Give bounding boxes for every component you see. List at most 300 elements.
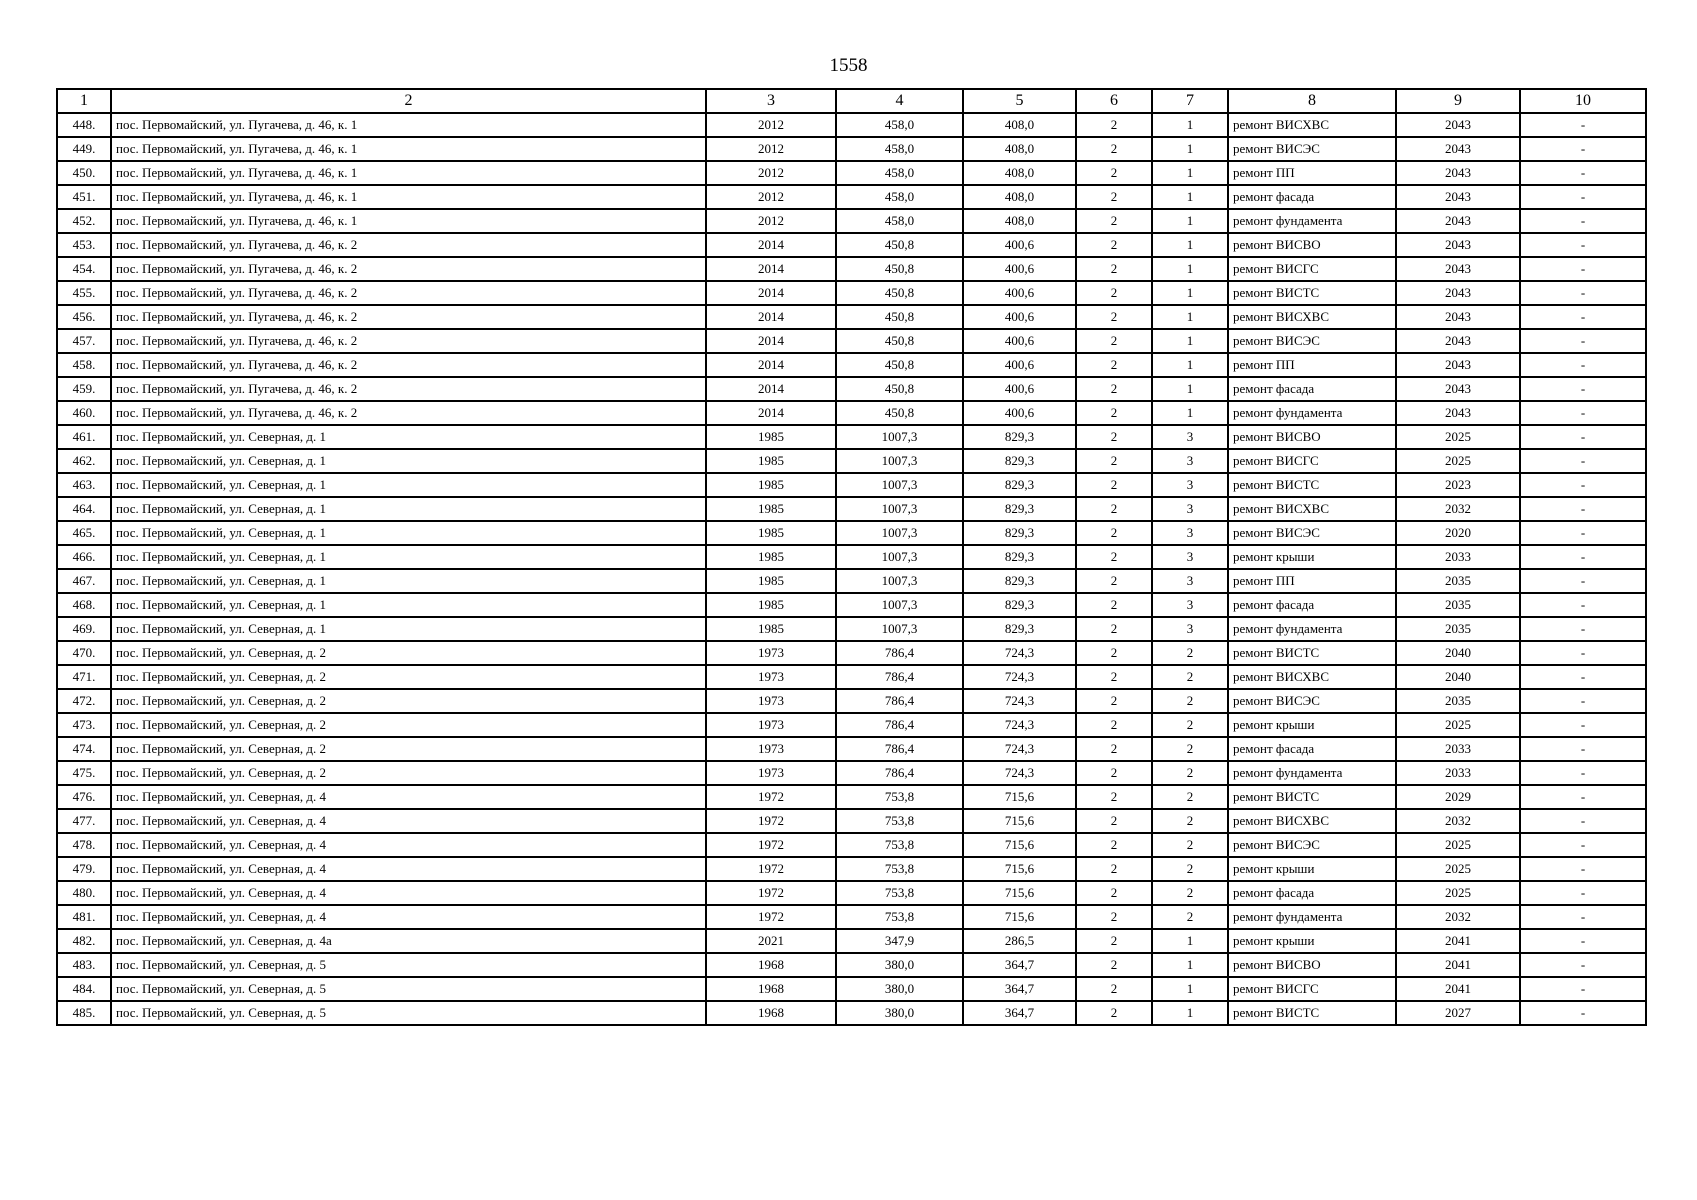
- table-cell-col-10: -: [1520, 353, 1646, 377]
- table-cell-col-3: 1985: [706, 425, 836, 449]
- table-cell-col-6: 2: [1076, 137, 1152, 161]
- table-cell-col-4: 380,0: [836, 1001, 963, 1025]
- table-row: [57, 113, 1646, 137]
- table-cell-col-10: -: [1520, 593, 1646, 617]
- table-cell-col-6: 2: [1076, 353, 1152, 377]
- table-cell-col-7: 1: [1152, 329, 1228, 353]
- table-cell-col-9: 2043: [1396, 281, 1520, 305]
- table-cell-col-7: 2: [1152, 713, 1228, 737]
- table-cell-col-7: 3: [1152, 545, 1228, 569]
- table-cell-col-2: пос. Первомайский, ул. Пугачева, д. 46, к. 1: [111, 209, 706, 233]
- table-cell-col-10: -: [1520, 785, 1646, 809]
- table-cell-col-4: 450,8: [836, 377, 963, 401]
- table-cell-col-5: 400,6: [963, 305, 1076, 329]
- table-cell-col-6: 2: [1076, 737, 1152, 761]
- table-cell-col-6: 2: [1076, 113, 1152, 137]
- table-row: [57, 713, 1646, 737]
- table-cell-col-4: 1007,3: [836, 425, 963, 449]
- table-cell-col-3: 1985: [706, 617, 836, 641]
- table-cell-col-1: 456.: [57, 305, 111, 329]
- table-cell-col-8: ремонт ВИСЭС: [1228, 521, 1396, 545]
- table-cell-col-9: 2033: [1396, 545, 1520, 569]
- table-cell-col-1: 482.: [57, 929, 111, 953]
- table-cell-col-9: 2041: [1396, 929, 1520, 953]
- table-cell-col-3: 2014: [706, 257, 836, 281]
- table-row: [57, 257, 1646, 281]
- table-cell-col-1: 478.: [57, 833, 111, 857]
- table-cell-col-7: 2: [1152, 881, 1228, 905]
- table-cell-col-10: -: [1520, 281, 1646, 305]
- table-cell-col-2: пос. Первомайский, ул. Северная, д. 1: [111, 569, 706, 593]
- table-cell-col-3: 1985: [706, 569, 836, 593]
- table-cell-col-10: -: [1520, 641, 1646, 665]
- table-cell-col-6: 2: [1076, 689, 1152, 713]
- table-cell-col-4: 786,4: [836, 761, 963, 785]
- table-cell-col-7: 1: [1152, 401, 1228, 425]
- table-body: [57, 113, 1646, 1025]
- table-cell-col-4: 450,8: [836, 305, 963, 329]
- table-cell-col-7: 1: [1152, 305, 1228, 329]
- table-cell-col-4: 380,0: [836, 953, 963, 977]
- table-cell-col-8: ремонт ВИСВО: [1228, 953, 1396, 977]
- table-cell-col-7: 2: [1152, 689, 1228, 713]
- table-cell-col-5: 364,7: [963, 953, 1076, 977]
- table-cell-col-4: 1007,3: [836, 449, 963, 473]
- table-cell-col-4: 753,8: [836, 905, 963, 929]
- table-cell-col-1: 481.: [57, 905, 111, 929]
- table-row: [57, 497, 1646, 521]
- table-cell-col-8: ремонт ВИСВО: [1228, 233, 1396, 257]
- table-cell-col-10: -: [1520, 713, 1646, 737]
- table-cell-col-6: 2: [1076, 617, 1152, 641]
- table-cell-col-1: 464.: [57, 497, 111, 521]
- table-cell-col-1: 483.: [57, 953, 111, 977]
- table-cell-col-5: 829,3: [963, 569, 1076, 593]
- table-cell-col-5: 364,7: [963, 977, 1076, 1001]
- table-cell-col-10: -: [1520, 473, 1646, 497]
- table-cell-col-2: пос. Первомайский, ул. Пугачева, д. 46, к. 2: [111, 305, 706, 329]
- table-cell-col-6: 2: [1076, 305, 1152, 329]
- table-cell-col-10: -: [1520, 425, 1646, 449]
- page-number: 1558: [829, 55, 868, 76]
- table-cell-col-4: 380,0: [836, 977, 963, 1001]
- table-cell-col-5: 715,6: [963, 809, 1076, 833]
- table-cell-col-3: 1972: [706, 857, 836, 881]
- table-cell-col-7: 1: [1152, 953, 1228, 977]
- table-cell-col-2: пос. Первомайский, ул. Северная, д. 1: [111, 545, 706, 569]
- table-row: [57, 425, 1646, 449]
- table-cell-col-3: 1972: [706, 785, 836, 809]
- table-cell-col-2: пос. Первомайский, ул. Северная, д. 5: [111, 977, 706, 1001]
- table-cell-col-4: 450,8: [836, 401, 963, 425]
- table-cell-col-4: 347,9: [836, 929, 963, 953]
- table-cell-col-5: 715,6: [963, 833, 1076, 857]
- table-cell-col-7: 1: [1152, 353, 1228, 377]
- table-cell-col-4: 1007,3: [836, 545, 963, 569]
- table-cell-col-9: 2032: [1396, 905, 1520, 929]
- table-cell-col-5: 829,3: [963, 617, 1076, 641]
- table-cell-col-3: 1973: [706, 641, 836, 665]
- table-cell-col-8: ремонт ВИСТС: [1228, 281, 1396, 305]
- table-cell-col-1: 459.: [57, 377, 111, 401]
- table-cell-col-2: пос. Первомайский, ул. Пугачева, д. 46, к. 2: [111, 329, 706, 353]
- table-cell-col-3: 1985: [706, 497, 836, 521]
- table-cell-col-8: ремонт ВИСЭС: [1228, 137, 1396, 161]
- table-cell-col-3: 2014: [706, 353, 836, 377]
- table-cell-col-1: 460.: [57, 401, 111, 425]
- table-cell-col-8: ремонт ВИСЭС: [1228, 329, 1396, 353]
- table-cell-col-3: 1973: [706, 737, 836, 761]
- table-cell-col-6: 2: [1076, 377, 1152, 401]
- table-cell-col-10: -: [1520, 161, 1646, 185]
- table-cell-col-8: ремонт ПП: [1228, 161, 1396, 185]
- table-cell-col-2: пос. Первомайский, ул. Пугачева, д. 46, к. 1: [111, 113, 706, 137]
- table-cell-col-10: -: [1520, 569, 1646, 593]
- table-row: [57, 185, 1646, 209]
- table-cell-col-6: 2: [1076, 425, 1152, 449]
- table-cell-col-8: ремонт ВИСГС: [1228, 449, 1396, 473]
- table-cell-col-9: 2035: [1396, 617, 1520, 641]
- table-cell-col-8: ремонт фасада: [1228, 377, 1396, 401]
- table-cell-col-6: 2: [1076, 473, 1152, 497]
- table-cell-col-5: 408,0: [963, 137, 1076, 161]
- table-cell-col-3: 2014: [706, 329, 836, 353]
- table-cell-col-9: 2025: [1396, 833, 1520, 857]
- column-header-3: 3: [706, 89, 836, 113]
- table-cell-col-1: 451.: [57, 185, 111, 209]
- table-cell-col-2: пос. Первомайский, ул. Пугачева, д. 46, к. 2: [111, 353, 706, 377]
- table-cell-col-9: 2043: [1396, 377, 1520, 401]
- table-cell-col-3: 1968: [706, 977, 836, 1001]
- table-cell-col-4: 753,8: [836, 881, 963, 905]
- table-cell-col-5: 400,6: [963, 401, 1076, 425]
- table-cell-col-1: 468.: [57, 593, 111, 617]
- table-cell-col-9: 2043: [1396, 161, 1520, 185]
- table-cell-col-8: ремонт крыши: [1228, 857, 1396, 881]
- table-cell-col-7: 1: [1152, 1001, 1228, 1025]
- table-cell-col-9: 2043: [1396, 209, 1520, 233]
- table-cell-col-3: 1985: [706, 473, 836, 497]
- table-cell-col-3: 1985: [706, 593, 836, 617]
- table-row: [57, 857, 1646, 881]
- table-cell-col-3: 2012: [706, 161, 836, 185]
- table-row: [57, 665, 1646, 689]
- table-cell-col-3: 2012: [706, 113, 836, 137]
- table-cell-col-4: 753,8: [836, 809, 963, 833]
- table-cell-col-8: ремонт ВИСХВС: [1228, 497, 1396, 521]
- table-cell-col-5: 724,3: [963, 665, 1076, 689]
- table-cell-col-6: 2: [1076, 785, 1152, 809]
- table-cell-col-10: -: [1520, 689, 1646, 713]
- table-cell-col-1: 473.: [57, 713, 111, 737]
- table-row: [57, 233, 1646, 257]
- table-cell-col-2: пос. Первомайский, ул. Пугачева, д. 46, к. 1: [111, 185, 706, 209]
- table-row: [57, 1001, 1646, 1025]
- table-cell-col-1: 479.: [57, 857, 111, 881]
- table-cell-col-1: 450.: [57, 161, 111, 185]
- table-cell-col-2: пос. Первомайский, ул. Пугачева, д. 46, к. 1: [111, 161, 706, 185]
- table-cell-col-8: ремонт фундамента: [1228, 905, 1396, 929]
- table-cell-col-7: 2: [1152, 857, 1228, 881]
- table-cell-col-3: 2014: [706, 401, 836, 425]
- table-cell-col-1: 455.: [57, 281, 111, 305]
- table-cell-col-4: 450,8: [836, 281, 963, 305]
- table-cell-col-1: 477.: [57, 809, 111, 833]
- table-row: [57, 281, 1646, 305]
- table-cell-col-8: ремонт фундамента: [1228, 401, 1396, 425]
- table-cell-col-2: пос. Первомайский, ул. Северная, д. 4: [111, 833, 706, 857]
- table-cell-col-5: 829,3: [963, 521, 1076, 545]
- table-cell-col-1: 472.: [57, 689, 111, 713]
- table-cell-col-1: 466.: [57, 545, 111, 569]
- table-cell-col-8: ремонт ВИСВО: [1228, 425, 1396, 449]
- table-cell-col-9: 2043: [1396, 329, 1520, 353]
- table-cell-col-3: 2014: [706, 281, 836, 305]
- table-cell-col-9: 2043: [1396, 185, 1520, 209]
- table-cell-col-5: 724,3: [963, 689, 1076, 713]
- table-cell-col-2: пос. Первомайский, ул. Северная, д. 2: [111, 665, 706, 689]
- table-cell-col-8: ремонт ВИСХВС: [1228, 113, 1396, 137]
- table-cell-col-5: 400,6: [963, 329, 1076, 353]
- table-cell-col-10: -: [1520, 905, 1646, 929]
- table-cell-col-8: ремонт фасада: [1228, 881, 1396, 905]
- table-cell-col-5: 724,3: [963, 641, 1076, 665]
- table-cell-col-7: 1: [1152, 929, 1228, 953]
- table-row: [57, 161, 1646, 185]
- table-cell-col-5: 724,3: [963, 713, 1076, 737]
- table-cell-col-4: 1007,3: [836, 497, 963, 521]
- table-cell-col-7: 2: [1152, 833, 1228, 857]
- table-cell-col-1: 471.: [57, 665, 111, 689]
- table-cell-col-4: 458,0: [836, 161, 963, 185]
- table-cell-col-2: пос. Первомайский, ул. Северная, д. 1: [111, 593, 706, 617]
- table-cell-col-8: ремонт ВИСЭС: [1228, 833, 1396, 857]
- column-header-4: 4: [836, 89, 963, 113]
- table-cell-col-9: 2035: [1396, 689, 1520, 713]
- table-cell-col-5: 829,3: [963, 545, 1076, 569]
- table-cell-col-3: 1968: [706, 953, 836, 977]
- table-cell-col-9: 2033: [1396, 761, 1520, 785]
- table-cell-col-3: 2012: [706, 185, 836, 209]
- table-cell-col-9: 2040: [1396, 665, 1520, 689]
- table-cell-col-8: ремонт фундамента: [1228, 209, 1396, 233]
- table-cell-col-6: 2: [1076, 665, 1152, 689]
- table-cell-col-6: 2: [1076, 569, 1152, 593]
- table-cell-col-2: пос. Первомайский, ул. Северная, д. 1: [111, 425, 706, 449]
- table-cell-col-9: 2040: [1396, 641, 1520, 665]
- table-cell-col-10: -: [1520, 113, 1646, 137]
- table-cell-col-2: пос. Первомайский, ул. Северная, д. 2: [111, 737, 706, 761]
- table-cell-col-6: 2: [1076, 809, 1152, 833]
- table-cell-col-1: 484.: [57, 977, 111, 1001]
- table-row: [57, 569, 1646, 593]
- table-cell-col-6: 2: [1076, 905, 1152, 929]
- table-cell-col-2: пос. Первомайский, ул. Северная, д. 4а: [111, 929, 706, 953]
- table-cell-col-8: ремонт крыши: [1228, 545, 1396, 569]
- table-cell-col-6: 2: [1076, 929, 1152, 953]
- table-cell-col-6: 2: [1076, 233, 1152, 257]
- table-cell-col-6: 2: [1076, 833, 1152, 857]
- table-cell-col-10: -: [1520, 665, 1646, 689]
- table-cell-col-3: 1985: [706, 545, 836, 569]
- table-cell-col-5: 829,3: [963, 449, 1076, 473]
- table-row: [57, 137, 1646, 161]
- table-cell-col-10: -: [1520, 737, 1646, 761]
- table-cell-col-8: ремонт фасада: [1228, 593, 1396, 617]
- table-cell-col-6: 2: [1076, 185, 1152, 209]
- table-cell-col-9: 2025: [1396, 449, 1520, 473]
- table-cell-col-10: -: [1520, 977, 1646, 1001]
- table-cell-col-10: -: [1520, 881, 1646, 905]
- table-cell-col-9: 2027: [1396, 1001, 1520, 1025]
- table-row: [57, 809, 1646, 833]
- table-cell-col-4: 786,4: [836, 665, 963, 689]
- table-cell-col-10: -: [1520, 185, 1646, 209]
- table-cell-col-3: 2014: [706, 233, 836, 257]
- table-cell-col-1: 448.: [57, 113, 111, 137]
- table-cell-col-8: ремонт ВИСТС: [1228, 785, 1396, 809]
- table-cell-col-4: 1007,3: [836, 521, 963, 545]
- table-cell-col-7: 1: [1152, 209, 1228, 233]
- table-cell-col-10: -: [1520, 497, 1646, 521]
- table-cell-col-5: 400,6: [963, 233, 1076, 257]
- column-header-1: 1: [57, 89, 111, 113]
- table-cell-col-9: 2032: [1396, 497, 1520, 521]
- table-cell-col-10: -: [1520, 617, 1646, 641]
- table-cell-col-2: пос. Первомайский, ул. Северная, д. 5: [111, 1001, 706, 1025]
- table-cell-col-10: -: [1520, 761, 1646, 785]
- table-cell-col-8: ремонт фундамента: [1228, 617, 1396, 641]
- table-cell-col-4: 753,8: [836, 857, 963, 881]
- table-cell-col-5: 724,3: [963, 737, 1076, 761]
- table-cell-col-9: 2043: [1396, 137, 1520, 161]
- table-cell-col-5: 400,6: [963, 281, 1076, 305]
- table-cell-col-9: 2025: [1396, 713, 1520, 737]
- table-row: [57, 929, 1646, 953]
- table-row: [57, 305, 1646, 329]
- table-cell-col-10: -: [1520, 233, 1646, 257]
- table-cell-col-3: 2012: [706, 137, 836, 161]
- table-cell-col-5: 400,6: [963, 353, 1076, 377]
- table-row: [57, 833, 1646, 857]
- table-cell-col-10: -: [1520, 809, 1646, 833]
- table-cell-col-6: 2: [1076, 761, 1152, 785]
- table-cell-col-1: 474.: [57, 737, 111, 761]
- table-cell-col-4: 450,8: [836, 353, 963, 377]
- table-cell-col-4: 450,8: [836, 233, 963, 257]
- table-cell-col-2: пос. Первомайский, ул. Северная, д. 4: [111, 905, 706, 929]
- table-cell-col-7: 2: [1152, 761, 1228, 785]
- table-cell-col-2: пос. Первомайский, ул. Северная, д. 2: [111, 641, 706, 665]
- table-cell-col-9: 2043: [1396, 305, 1520, 329]
- table-cell-col-9: 2023: [1396, 473, 1520, 497]
- table-cell-col-4: 753,8: [836, 833, 963, 857]
- table-row: [57, 449, 1646, 473]
- table-cell-col-1: 462.: [57, 449, 111, 473]
- table-cell-col-4: 458,0: [836, 137, 963, 161]
- table-cell-col-4: 753,8: [836, 785, 963, 809]
- column-header-5: 5: [963, 89, 1076, 113]
- column-header-8: 8: [1228, 89, 1396, 113]
- table-cell-col-8: ремонт ВИСТС: [1228, 473, 1396, 497]
- table-cell-col-7: 3: [1152, 617, 1228, 641]
- table-cell-col-10: -: [1520, 857, 1646, 881]
- column-header-9: 9: [1396, 89, 1520, 113]
- table-cell-col-5: 400,6: [963, 257, 1076, 281]
- table-cell-col-2: пос. Первомайский, ул. Северная, д. 1: [111, 497, 706, 521]
- table-cell-col-7: 1: [1152, 977, 1228, 1001]
- table-cell-col-1: 467.: [57, 569, 111, 593]
- table-cell-col-8: ремонт фундамента: [1228, 761, 1396, 785]
- repair-schedule-table: [56, 88, 1647, 1026]
- table-cell-col-3: 1973: [706, 689, 836, 713]
- table-cell-col-9: 2041: [1396, 977, 1520, 1001]
- table-cell-col-2: пос. Первомайский, ул. Пугачева, д. 46, к. 2: [111, 233, 706, 257]
- table-cell-col-7: 3: [1152, 449, 1228, 473]
- table-cell-col-8: ремонт ВИСЭС: [1228, 689, 1396, 713]
- table-cell-col-2: пос. Первомайский, ул. Северная, д. 2: [111, 689, 706, 713]
- table-cell-col-9: 2035: [1396, 593, 1520, 617]
- table-cell-col-10: -: [1520, 449, 1646, 473]
- table-cell-col-7: 1: [1152, 377, 1228, 401]
- column-header-7: 7: [1152, 89, 1228, 113]
- table-row: [57, 209, 1646, 233]
- table-cell-col-1: 476.: [57, 785, 111, 809]
- table-cell-col-5: 715,6: [963, 905, 1076, 929]
- column-header-10: 10: [1520, 89, 1646, 113]
- table-row: [57, 521, 1646, 545]
- table-cell-col-5: 286,5: [963, 929, 1076, 953]
- table-cell-col-7: 1: [1152, 185, 1228, 209]
- table-cell-col-2: пос. Первомайский, ул. Северная, д. 4: [111, 809, 706, 833]
- table-cell-col-1: 465.: [57, 521, 111, 545]
- table-cell-col-2: пос. Первомайский, ул. Пугачева, д. 46, к. 2: [111, 401, 706, 425]
- table-cell-col-10: -: [1520, 401, 1646, 425]
- table-cell-col-6: 2: [1076, 641, 1152, 665]
- table-cell-col-8: ремонт крыши: [1228, 929, 1396, 953]
- table-cell-col-9: 2025: [1396, 425, 1520, 449]
- table-cell-col-5: 408,0: [963, 161, 1076, 185]
- table-cell-col-3: 2012: [706, 209, 836, 233]
- table-cell-col-10: -: [1520, 137, 1646, 161]
- table-cell-col-10: -: [1520, 329, 1646, 353]
- table-cell-col-7: 3: [1152, 473, 1228, 497]
- table-cell-col-2: пос. Первомайский, ул. Пугачева, д. 46, к. 1: [111, 137, 706, 161]
- table-cell-col-1: 461.: [57, 425, 111, 449]
- table-cell-col-4: 450,8: [836, 257, 963, 281]
- table-cell-col-7: 3: [1152, 521, 1228, 545]
- table-cell-col-5: 715,6: [963, 785, 1076, 809]
- table-cell-col-8: ремонт ВИСХВС: [1228, 305, 1396, 329]
- table-cell-col-9: 2043: [1396, 353, 1520, 377]
- table-cell-col-7: 1: [1152, 281, 1228, 305]
- table-cell-col-5: 364,7: [963, 1001, 1076, 1025]
- column-header-2: 2: [111, 89, 706, 113]
- table-cell-col-4: 786,4: [836, 689, 963, 713]
- table-cell-col-8: ремонт фасада: [1228, 185, 1396, 209]
- table-cell-col-6: 2: [1076, 857, 1152, 881]
- table-cell-col-2: пос. Первомайский, ул. Северная, д. 4: [111, 785, 706, 809]
- table-cell-col-4: 1007,3: [836, 569, 963, 593]
- table-cell-col-6: 2: [1076, 521, 1152, 545]
- table-cell-col-7: 3: [1152, 497, 1228, 521]
- table-cell-col-5: 829,3: [963, 425, 1076, 449]
- table-cell-col-4: 458,0: [836, 185, 963, 209]
- table-cell-col-5: 715,6: [963, 857, 1076, 881]
- table-cell-col-1: 469.: [57, 617, 111, 641]
- table-cell-col-4: 786,4: [836, 737, 963, 761]
- table-cell-col-6: 2: [1076, 1001, 1152, 1025]
